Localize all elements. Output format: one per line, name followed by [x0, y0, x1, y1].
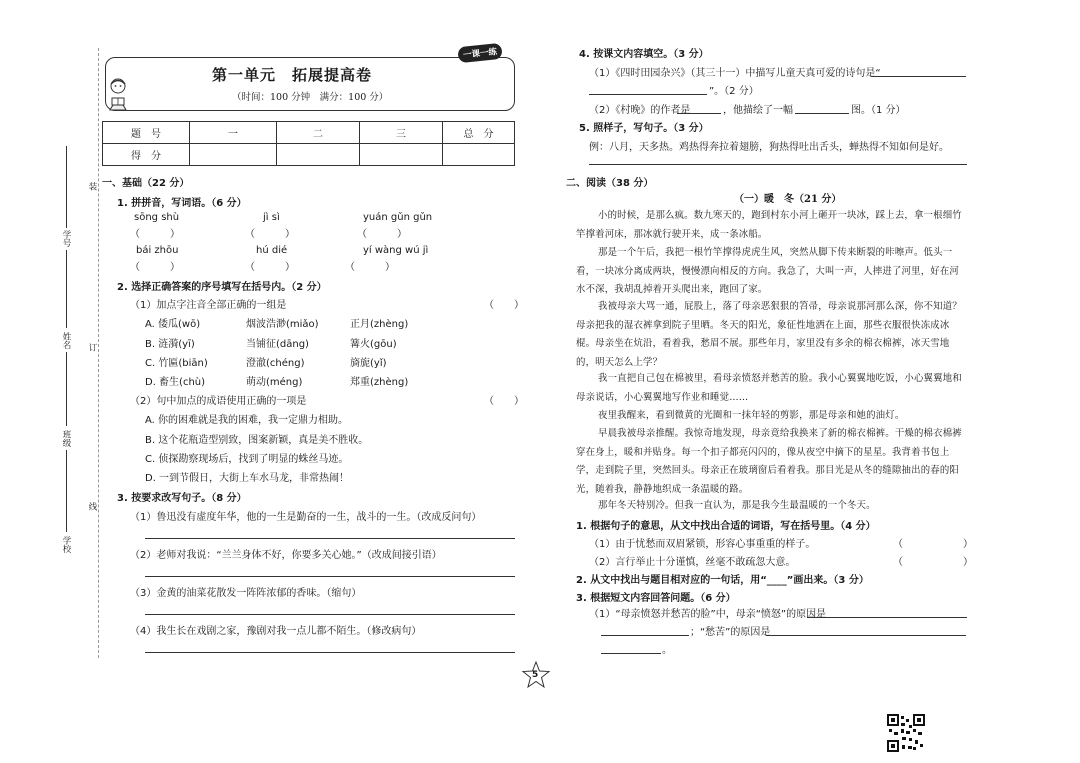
reading-q1-title: 1. 根据句子的意思，从文中找出合适的词语，写在括号里。（4 分）	[576, 521, 876, 532]
answer-bracket-2[interactable]: （ ）	[245, 229, 295, 240]
q4-picture-line[interactable]	[795, 113, 849, 114]
passage-paragraph-3: 我被母亲大骂一通，屁股上，落了母亲恶狠狠的笤帚，母亲说那河那么深，你不知道？母亲把我的湿衣裤拿到院子里晒。冬天的阳光，象征性地洒在上面，那些衣服很快冻成冰棍。母亲坐在炕沿，看着我，愁眉不展。那些年月，家里没有多余的棉衣棉裤，冰天雪地的，明天怎么上学？	[576, 301, 962, 368]
answer-bracket-5[interactable]: （ ）	[245, 262, 295, 273]
girl-reading-illustration	[103, 76, 133, 112]
page-number: 5	[532, 670, 539, 680]
q2-opt-d-2: 萌动(méng)	[246, 377, 303, 388]
label-class: 班级	[61, 430, 71, 447]
label-student-number: 学号	[61, 230, 71, 247]
reading-q3-end: 。	[662, 645, 672, 656]
q2-sub1: （1）加点字注音全部正确的一组是	[130, 300, 287, 311]
q2-opt-d-1: D. 畜生(chù)	[145, 377, 206, 388]
answer-bracket-6[interactable]: （ ）	[345, 262, 395, 273]
q2-sub2-opt-a: A. 你的困难就是我的困难，我一定鼎力相助。	[145, 415, 349, 426]
q3-title: 3. 按要求改写句子。（8 分）	[117, 493, 247, 504]
reading-q3-answer-line-3[interactable]	[766, 635, 966, 636]
series-badge: 一课一练	[457, 43, 502, 64]
section2-heading: 二、阅读（38 分）	[566, 178, 654, 189]
binding-mark-xian: 线	[87, 502, 97, 511]
score-table	[102, 121, 515, 166]
q3-item-3: （3）金黄的油菜花散发一阵阵浓郁的香味。（缩句）	[130, 588, 362, 599]
score-cell-part2[interactable]	[277, 144, 360, 166]
reading-q3-prompt-b: ；“愁苦”的原因是	[690, 627, 771, 638]
q2-sub2-opt-b: B. 这个花瓶造型别致，图案新颖，真是美不胜收。	[145, 435, 369, 446]
reading-q1-item-2: （2）言行举止十分谨慎，丝毫不敢疏忽大意。	[589, 557, 796, 568]
answer-bracket-3[interactable]: （ ）	[357, 229, 407, 240]
label-school: 学校	[61, 536, 71, 553]
passage-paragraph-2: 那是一个午后，我把一根竹竿撑得虎虎生风，突然从脚下传来断裂的咔嚓声。低头一看，一块冰分离成两块，慢慢漂向相反的方向。我急了，大叫一声，人摔进了河里，好在河水不深，我胡乱掉着开头爬出来，跑回了家。	[576, 247, 960, 295]
q3-answer-line-4[interactable]	[145, 652, 515, 653]
school-line[interactable]	[66, 450, 67, 532]
q4-item1-prompt: （1）《四时田园杂兴》（其三十一）中描写儿童天真可爱的诗句是“	[589, 68, 881, 79]
q2-opt-a-1: A. 倭瓜(wō)	[145, 319, 201, 330]
q4-title: 4. 按课文内容填空。（3 分）	[579, 49, 709, 60]
reading-q3-answer-line-1[interactable]	[807, 617, 967, 618]
reading-q1-paren-1[interactable]: （ ）	[893, 539, 973, 550]
q4-author-line[interactable]	[677, 113, 721, 114]
q2-opt-c-2: 澄澈(chéng)	[246, 358, 305, 369]
q4-item2-b: ，他描绘了一幅	[723, 105, 793, 116]
q4-item1-suffix: ”。（2 分）	[709, 86, 759, 97]
score-header-part1: 一	[190, 122, 277, 144]
q2-opt-a-3: 正月(zhèng)	[350, 319, 409, 330]
q3-answer-line-1[interactable]	[145, 538, 515, 539]
pinyin-4: bái zhōu	[136, 245, 179, 256]
reading-q1-item-1: （1）由于忧愁而双眉紧锁，形容心事重重的样子。	[589, 539, 816, 550]
q3-answer-line-3[interactable]	[145, 614, 515, 615]
q2-opt-d-3: 郑重(zhèng)	[350, 377, 409, 388]
q2-sub2-opt-c: C. 侦探勘察现场后，找到了明显的蛛丝马迹。	[145, 454, 349, 465]
q4-item1-answer-line-b[interactable]	[589, 94, 707, 95]
score-cell-part3[interactable]	[360, 144, 443, 166]
pinyin-5: hú dié	[256, 245, 288, 256]
q2-opt-b-1: B. 涟漪(yī)	[145, 339, 195, 350]
pinyin-3: yuán gǔn gǔn	[363, 212, 433, 223]
q2-opt-b-2: 当铺征(dāng)	[246, 339, 309, 350]
q1-title: 1. 拼拼音，写词语。（6 分）	[117, 198, 247, 209]
binding-mark-ding: 订	[87, 343, 97, 352]
page-title: 第一单元 拓展提高卷	[212, 66, 373, 84]
passage-paragraph-1: 小的时候，是那么疯。数九寒天的，跑到村东小河上砸开一块冰，踩上去，拿一根细竹竿撑着河床，那冰就行驶开来，成一条冰船。	[576, 210, 962, 240]
reading-q3-answer-line-4[interactable]	[601, 653, 661, 654]
q2-opt-c-3: 旖旎(yǐ)	[350, 358, 387, 369]
exam-time-info: （时间：100 分钟 满分：100 分）	[232, 92, 389, 103]
passage-paragraph-4: 我一直把自己包在棉被里，看母亲愤怒并愁苦的脸。我小心翼翼地吃饭，小心翼翼地和母亲说话，小心翼翼地写作业和睡觉……	[576, 373, 962, 403]
q3-answer-line-2[interactable]	[145, 576, 515, 577]
name-line[interactable]	[66, 250, 67, 328]
score-cell-part1[interactable]	[190, 144, 277, 166]
reading-q2-title: 2. 从文中找出与题目相对应的一句话，用“____”画出来。（3 分）	[576, 575, 869, 586]
q3-item-2: （2）老师对我说：“兰兰身体不好，你要多关心她。”（改成间接引语）	[130, 550, 442, 561]
q4-item2-a: （2）《村晚》的作者是	[589, 105, 691, 116]
section1-heading: 一、基础（22 分）	[102, 178, 190, 189]
score-header-total: 总 分	[443, 122, 515, 144]
student-number-line[interactable]	[66, 146, 67, 228]
q2-opt-c-1: C. 竹匾(biān)	[145, 358, 208, 369]
pinyin-1: sōng shù	[134, 212, 180, 223]
reading-q1-paren-2[interactable]: （ ）	[893, 557, 973, 568]
score-row-label: 得 分	[103, 144, 190, 166]
answer-bracket-4[interactable]: （ ）	[130, 262, 180, 273]
q2-sub2-opt-d: D. 一到节假日，大街上车水马龙，非常热闹！	[145, 473, 350, 484]
reading-q3-title: 3. 根据短文内容回答问题。（6 分）	[576, 593, 736, 604]
q5-answer-line[interactable]	[589, 164, 967, 165]
q4-item1-answer-line-a[interactable]	[871, 76, 966, 77]
q2-sub2-paren[interactable]: （ ）	[484, 396, 524, 407]
answer-bracket-1[interactable]: （ ）	[130, 229, 180, 240]
score-header-part2: 二	[277, 122, 360, 144]
label-name: 姓名	[61, 332, 71, 349]
pinyin-6: yí wàng wú jì	[363, 245, 429, 256]
q3-item-4: （4）我生长在戏剧之家，豫剧对我一点儿都不陌生。（修改病句）	[130, 626, 422, 637]
pinyin-2: jì sì	[263, 212, 280, 223]
class-line[interactable]	[66, 352, 67, 426]
reading-q3-prompt-a: （1）“母亲愤怒并愁苦的脸”中，母亲“愤怒”的原因是	[589, 609, 827, 620]
q2-opt-b-3: 篝火(gōu)	[350, 339, 397, 350]
q4-item2-c: 图。（1 分）	[851, 105, 906, 116]
q2-sub1-paren[interactable]: （ ）	[484, 300, 524, 311]
passage-paragraph-6: 早晨我被母亲推醒。我惊奇地发现，母亲竟给我换来了新的棉衣棉裤。干燥的棉衣棉裤穿在身上，暖和并贴身。每一个扣子都亮闪闪的，像从夜空中摘下的星星。我背着书包上学，走到院子里，突然回头。母亲正在玻璃窗后看着我。那目光是从冬的缝隙抽出的春的阳光，随着我，静静地织成一条温暖的路。	[576, 428, 962, 495]
q3-item-1: （1）鲁迅没有虚度年华，他的一生是勤奋的一生，战斗的一生。（改成反问句）	[130, 512, 482, 523]
q2-opt-a-2: 烟波浩渺(miǎo)	[246, 319, 319, 330]
q2-title: 2. 选择正确答案的序号填写在括号内。（2 分）	[117, 282, 327, 293]
score-cell-total[interactable]	[443, 144, 515, 166]
binding-dashed-line	[98, 48, 99, 658]
binding-mark-zhuang: 装	[87, 182, 97, 191]
passage-paragraph-5: 夜里我醒来，看到微黄的光圈和一抹年轻的剪影，那是母亲和她的油灯。	[598, 410, 905, 421]
passage-title: （一）暖 冬（21 分）	[734, 194, 842, 205]
reading-q3-answer-line-2[interactable]	[601, 635, 689, 636]
score-header-part3: 三	[360, 122, 443, 144]
q5-title: 5. 照样子，写句子。（3 分）	[579, 123, 709, 134]
q2-sub2: （2）句中加点的成语使用正确的一项是	[130, 396, 307, 407]
qr-code-icon[interactable]	[887, 714, 925, 752]
q5-example: 例：八月，天多热。鸡热得奔拉着翅膀，狗热得吐出舌头，蝉热得不知如何是好。	[589, 142, 949, 153]
score-header-question: 题 号	[103, 122, 190, 144]
passage-paragraph-7: 那年冬天特别冷。但我一直认为，那是我今生最温暖的一个冬天。	[598, 500, 876, 511]
